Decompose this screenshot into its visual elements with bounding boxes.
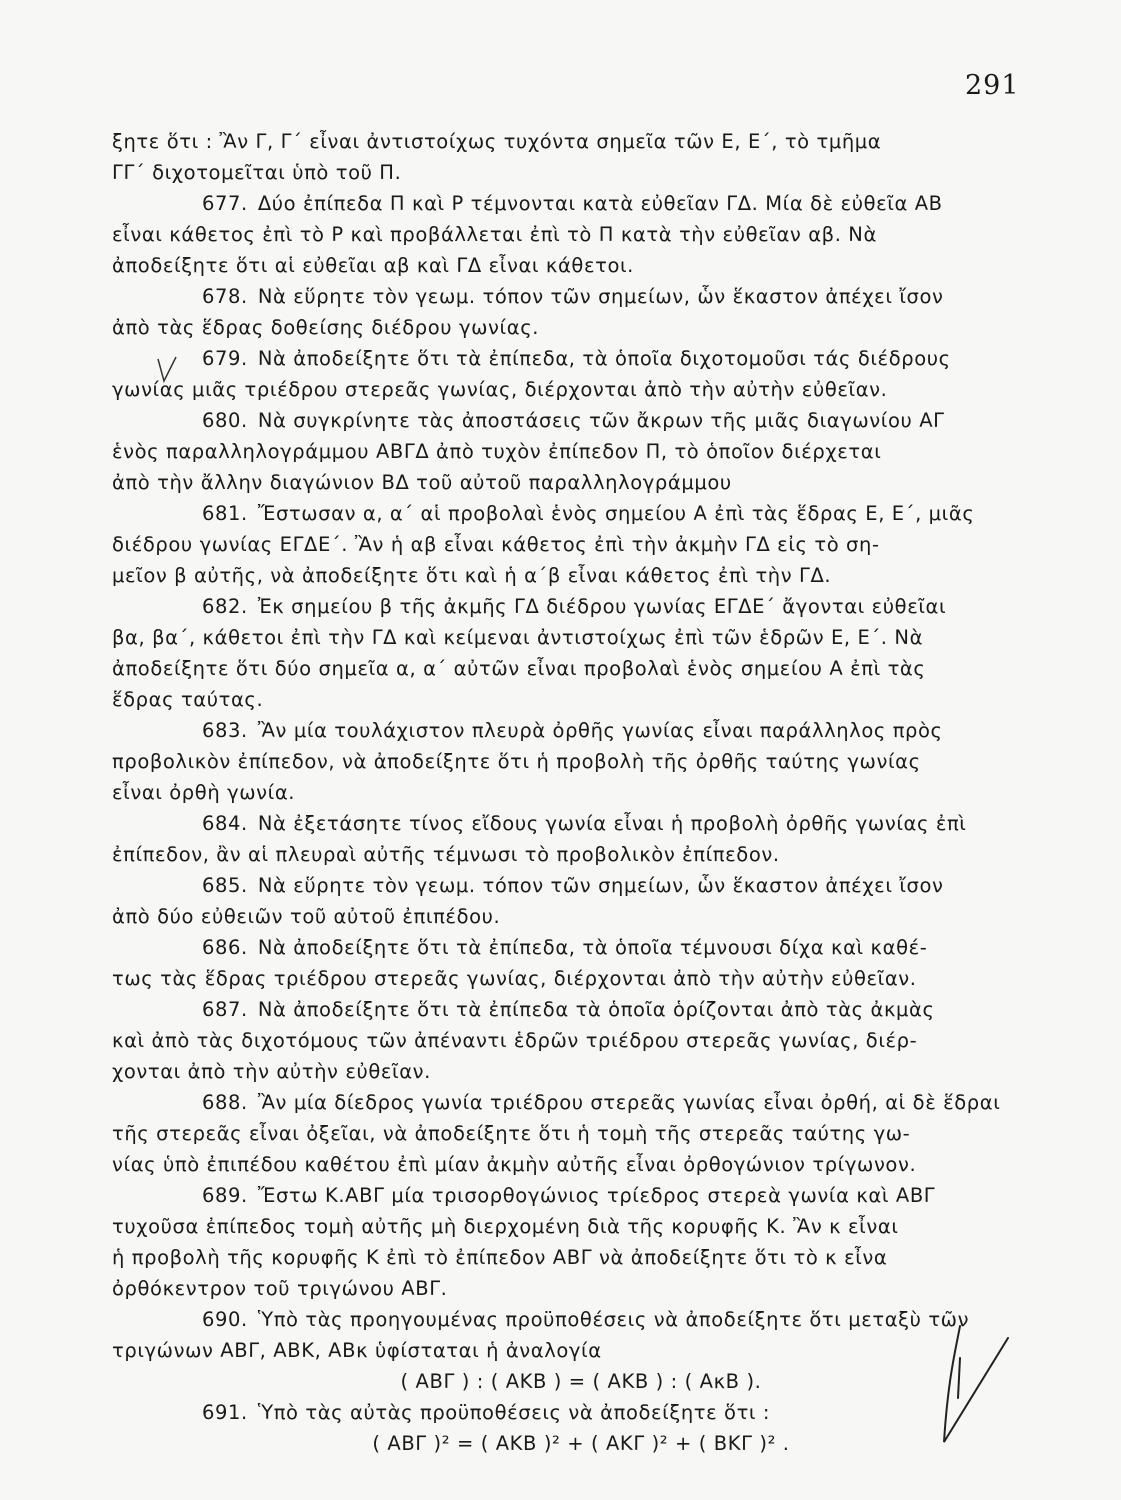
problem-690 [112,1304,1010,1397]
text-line: προβολικὸν ἐπίπεδον, νὰ ἀποδείξητε ὅτι ἡ προβολὴ τῆς ὀρθῆς ταύτης γωνίας [112,750,921,773]
problem-text: Δύο ἐπίπεδα Π καὶ Ρ τέμνονται κατὰ εὐθεῖαν ΓΔ. Μία δὲ εὐθεῖα ΑΒ [257,192,943,215]
problem-691 [112,1397,1010,1459]
problem-682 [112,591,1010,715]
problem-text: Νὰ ἐξετάσητε τίνος εἴδους γωνία εἶναι ἡ προβολὴ ὀρθῆς γωνίας ἐπὶ [257,812,967,835]
pencil-check-mark [930,1318,1010,1448]
problem-685 [112,870,1010,932]
problem-first-line [112,343,1010,374]
problem-number: 691. [202,1401,248,1424]
problem-688 [112,1087,1010,1180]
text-line: τως τὰς ἕδρας τριέδρου στερεᾶς γωνίας, διέρχονται ἀπὸ τὴν αὐτὴν εὐθεῖαν. [112,967,917,990]
text-line: ἑνὸς παραλληλογράμμου ΑΒΓΔ ἀπὸ τυχὸν ἐπίπεδον Π, τὸ ὁποῖον διέρχεται [112,440,882,463]
formula-line: ( ΑΒΓ )² = ( ΑΚΒ )² + ( ΑΚΓ )² + ( ΒΚΓ )² . [372,1432,790,1455]
text-line: νίας ὑπὸ ἐπιπέδου καθέτου ἐπὶ μίαν ἀκμὴν αὐτῆς εἶναι ὀρθογώνιον τρίγωνον. [112,1153,917,1176]
problem-text: Ἂν μία τουλάχιστον πλευρὰ ὀρθῆς γωνίας εἶναι παράλληλος πρὸς [257,719,943,742]
problem-677 [112,188,1010,281]
problem-text: Νὰ εὕρητε τὸν γεωμ. τόπον τῶν σημείων, ὧν ἕκαστον ἀπέχει ἴσον [257,874,944,897]
problem-number: 688. [202,1091,248,1114]
problem-678 [112,281,1010,343]
problem-686 [112,932,1010,994]
text-line: ἀπὸ τὴν ἄλλην διαγώνιον ΒΔ τοῦ αὐτοῦ παραλληλογράμμου [112,471,732,494]
problem-first-line [112,591,1010,622]
problem-first-line [112,808,1010,839]
text-line: μεῖον β αὐτῆς, νὰ ἀποδείξητε ὅτι καὶ ἡ α΄β εἶναι κάθετος ἐπὶ τὴν ΓΔ. [112,564,832,587]
problem-continuation [112,126,1010,188]
problem-text: Νὰ εὕρητε τὸν γεωμ. τόπον τῶν σημείων, ὧν ἕκαστον ἀπέχει ἴσον [257,285,944,308]
problem-first-line [112,188,1010,219]
problem-text: Νὰ ἀποδείξητε ὅτι τὰ ἐπίπεδα, τὰ ὁποῖα διχοτομοῦσι τάς διέδρους [257,347,951,370]
problem-689 [112,1180,1010,1304]
page-number: 291 [965,70,1020,101]
problem-first-line [112,1180,1010,1211]
text-line: ἀποδείξητε ὅτι αἱ εὐθεῖαι αβ καὶ ΓΔ εἶναι κάθετοι. [112,254,634,277]
problem-first-line [112,870,1010,901]
problem-number: 680. [202,409,248,432]
text-line: ἕδρας ταύτας. [112,688,264,711]
problem-first-line [112,405,1010,436]
problem-number: 689. [202,1184,248,1207]
text-line: ΓΓ΄ διχοτομεῖται ὑπὸ τοῦ Π. [112,161,402,184]
text-line: χονται ἀπὸ τὴν αὐτὴν εὐθεῖαν. [112,1060,431,1083]
problem-text: Ἔστω Κ.ΑΒΓ μία τρισορθογώνιος τρίεδρος στερεὰ γωνία καὶ ΑΒΓ [257,1184,936,1207]
problem-684 [112,808,1010,870]
text-line: τῆς στερεᾶς εἶναι ὀξεῖαι, νὰ ἀποδείξητε ὅτι ἡ τομὴ τῆς στερεᾶς ταύτης γω- [112,1122,911,1145]
problem-683 [112,715,1010,808]
problem-first-line [112,715,1010,746]
pencil-tick-mark [156,355,178,385]
text-line: τριγώνων ΑΒΓ, ΑΒΚ, ΑΒκ ὑφίσταται ἡ ἀναλογία [112,1339,602,1362]
problem-text: Ὑπὸ τὰς αὐτὰς προϋποθέσεις νὰ ἀποδείξητε ὅτι : [257,1401,771,1424]
problem-text: Νὰ ἀποδείξητε ὅτι τὰ ἐπίπεδα, τὰ ὁποῖα τέμνουσι δίχα καὶ καθέ- [257,936,928,959]
text-line: ἡ προβολὴ τῆς κορυφῆς Κ ἐπὶ τὸ ἐπίπεδον ΑΒΓ νὰ ἀποδείξητε ὅτι τὸ κ εἶνα [112,1246,888,1269]
problem-number: 682. [202,595,248,618]
problem-number: 683. [202,719,248,742]
problem-text: Ὑπὸ τὰς προηγουμένας προϋποθέσεις νὰ ἀποδείξητε ὅτι μεταξὺ τῶν [257,1308,970,1331]
problem-number: 690. [202,1308,248,1331]
text-line: ἐπίπεδον, ἂν αἱ πλευραὶ αὐτῆς τέμνωσι τὸ προβολικὸν ἐπίπεδον. [112,843,780,866]
problem-number: 686. [202,936,248,959]
problem-number: 684. [202,812,248,835]
problem-text: Νὰ συγκρίνητε τὰς ἀποστάσεις τῶν ἄκρων τῆς μιᾶς διαγωνίου ΑΓ [257,409,945,432]
problem-first-line [112,1397,1010,1428]
text-line: βα, βα΄, κάθετοι ἐπὶ τὴν ΓΔ καὶ κείμεναι ἀντιστοίχως ἐπὶ τῶν ἑδρῶν Ε, Ε΄. Νὰ [112,626,924,649]
problem-number: 681. [202,502,248,525]
text-line: καὶ ἀπὸ τὰς διχοτόμους τῶν ἀπέναντι ἑδρῶν τριέδρου στερεᾶς γωνίας, διέρ- [112,1029,918,1052]
text-line: γωνίας μιᾶς τριέδρου στερεᾶς γωνίας, διέρχονται ἀπὸ τὴν αὐτὴν εὐθεῖαν. [112,378,888,401]
problem-first-line [112,994,1010,1025]
formula-line: ( ΑΒΓ ) : ( ΑΚΒ ) = ( ΑΚΒ ) : ( ΑκΒ ). [400,1370,762,1393]
text-line: εἶναι ὀρθὴ γωνία. [112,781,296,804]
problem-number: 685. [202,874,248,897]
problem-first-line [112,281,1010,312]
text-line: ἀπὸ δύο εὐθειῶν τοῦ αὐτοῦ ἐπιπέδου. [112,905,501,928]
text-line: εἶναι κάθετος ἐπὶ τὸ Ρ καὶ προβάλλεται ἐπὶ τὸ Π κατὰ τὴν εὐθεῖαν αβ. Νὰ [112,223,877,246]
text-line: ἀποδείξητε ὅτι δύο σημεῖα α, α΄ αὐτῶν εἶναι προβολαὶ ἑνὸς σημείου Α ἐπὶ τὰς [112,657,926,680]
problem-first-line [112,1304,1010,1335]
text-line: διέδρου γωνίας ΕΓΔΕ΄. Ἂν ἡ αβ εἶναι κάθετος ἐπὶ τὴν ἀκμὴν ΓΔ εἰς τὸ ση- [112,533,880,556]
text-line: ὀρθόκεντρον τοῦ τριγώνου ΑΒΓ. [112,1277,448,1300]
problem-text: Ἔστωσαν α, α΄ αἱ προβολαὶ ἑνὸς σημείου Α ἐπὶ τὰς ἕδρας Ε, Ε΄, μιᾶς [257,502,975,525]
text-line: τυχοῦσα ἐπίπεδος τομὴ αὐτῆς μὴ διερχομένη διὰ τῆς κορυφῆς Κ. Ἂν κ εἶναι [112,1215,899,1238]
problem-first-line [112,932,1010,963]
text-line: ξητε ὅτι : Ἂν Γ, Γ΄ εἶναι ἀντιστοίχως τυχόντα σημεῖα τῶν Ε, Ε΄, τὸ τμῆμα [112,130,882,153]
problem-number: 678. [202,285,248,308]
problem-text: Ἂν μία δίεδρος γωνία τριέδρου στερεᾶς γωνίας εἶναι ὀρθή, αἱ δὲ ἕδραι [257,1091,1001,1114]
text-line: ἀπὸ τὰς ἕδρας δοθείσης διέδρου γωνίας. [112,316,540,339]
problem-list [112,126,1010,1459]
problem-number: 679. [202,347,248,370]
problem-text: Νὰ ἀποδείξητε ὅτι τὰ ἐπίπεδα τὰ ὁποῖα ὁρίζονται ἀπὸ τὰς ἀκμὰς [257,998,935,1021]
problem-681 [112,498,1010,591]
problem-number: 677. [202,192,248,215]
problem-number: 687. [202,998,248,1021]
problem-687 [112,994,1010,1087]
problem-text: Ἐκ σημείου β τῆς ἀκμῆς ΓΔ διέδρου γωνίας ΕΓΔΕ΄ ἄγονται εὐθεῖαι [257,595,947,618]
problem-first-line [112,1087,1010,1118]
problem-680 [112,405,1010,498]
problem-679 [112,343,1010,405]
problem-first-line [112,498,1010,529]
